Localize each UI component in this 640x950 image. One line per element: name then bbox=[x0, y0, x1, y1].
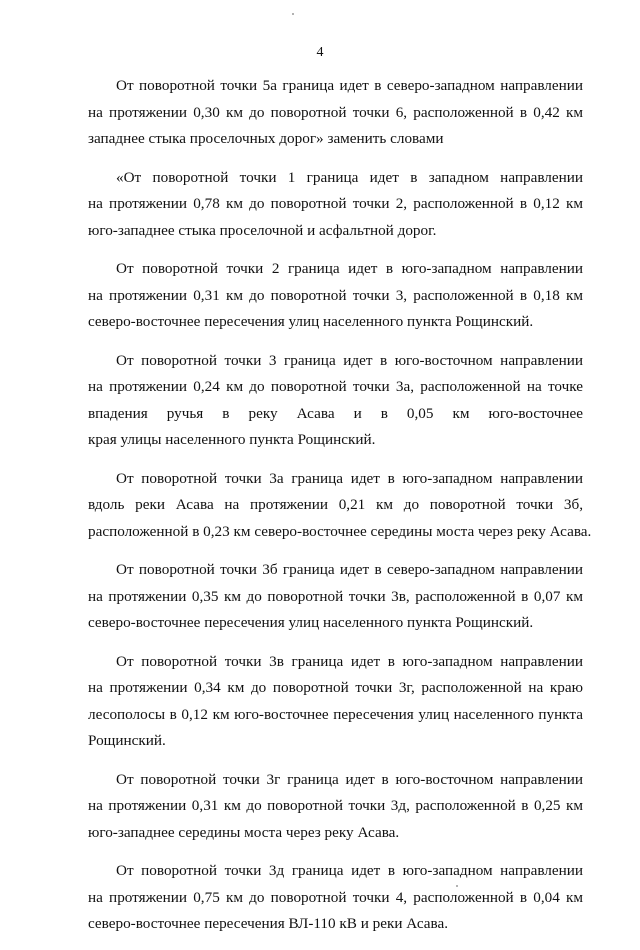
paragraph bbox=[88, 466, 592, 546]
text-line: на протяжении 0,34 км до поворотной точки 3г, расположенной на краю bbox=[88, 679, 583, 696]
page-number: 4 bbox=[316, 45, 324, 60]
paragraph bbox=[88, 348, 583, 454]
scan-speck-top bbox=[292, 13, 294, 15]
paragraph bbox=[88, 256, 583, 336]
text-line: на протяжении 0,35 км до поворотной точки 3в, расположенной в 0,07 км bbox=[88, 587, 583, 605]
paragraph bbox=[88, 858, 583, 938]
text-line: северо-восточнее пересечения ВЛ-110 кВ и реки Асава. bbox=[88, 915, 449, 932]
text-line: От поворотной точки 3а граница идет в юго-западном направлении bbox=[116, 469, 583, 487]
text-line: на протяжении 0,30 км до поворотной точки 6, расположенной в 0,42 км bbox=[88, 103, 583, 121]
paragraph bbox=[88, 165, 583, 245]
text-line: От поворотной точки 2 граница идет в юго-западном направлении bbox=[116, 260, 583, 277]
paragraph bbox=[88, 73, 583, 153]
paragraph bbox=[88, 649, 583, 755]
text-line: От поворотной точки 5а граница идет в северо-западном направлении bbox=[116, 77, 583, 94]
text-line: впадения ручья в реку Асава и в 0,05 км юго-восточнее bbox=[88, 404, 583, 422]
text-line: «От поворотной точки 1 граница идет в западном направлении bbox=[116, 168, 583, 186]
text-line: Рощинский. bbox=[88, 732, 166, 749]
text-line: расположенной в 0,23 км северо-восточнее середины моста через реку Асава. bbox=[88, 522, 592, 540]
text-line: От поворотной точки 3г граница идет в юго-восточном направлении bbox=[116, 770, 583, 788]
text-line: От поворотной точки 3в граница идет в юго-западном направлении bbox=[116, 652, 583, 670]
document-body bbox=[88, 73, 592, 950]
text-line: юго-западнее середины моста через реку Асава. bbox=[88, 823, 400, 841]
paragraph bbox=[88, 557, 583, 637]
text-line: на протяжении 0,31 км до поворотной точки 3д, расположенной в 0,25 км bbox=[88, 797, 583, 814]
text-line: на протяжении 0,75 км до поворотной точки 4, расположенной в 0,04 км bbox=[88, 888, 583, 906]
text-line: От поворотной точки 3 граница идет в юго-восточном направлении bbox=[116, 351, 583, 369]
text-line: северо-восточнее пересечения улиц населенного пункта Рощинский. bbox=[88, 313, 534, 330]
text-line: на протяжении 0,31 км до поворотной точки 3, расположенной в 0,18 км bbox=[88, 286, 583, 304]
text-line: лесополосы в 0,12 км юго-восточнее пересечения улиц населенного пункта bbox=[88, 705, 583, 723]
text-line: на протяжении 0,24 км до поворотной точки 3а, расположенной на точке bbox=[88, 378, 583, 395]
text-line: северо-восточнее пересечения улиц населенного пункта Рощинский. bbox=[88, 614, 534, 631]
text-line: юго-западнее стыка проселочной и асфальтной дорог. bbox=[88, 221, 437, 239]
text-line: на протяжении 0,78 км до поворотной точки 2, расположенной в 0,12 км bbox=[88, 195, 583, 212]
text-line: От поворотной точки 3б граница идет в северо-западном направлении bbox=[116, 561, 583, 578]
text-line: От поворотной точки 3д граница идет в юго-западном направлении bbox=[116, 862, 583, 879]
text-line: западнее стыка проселочных дорог» заменить словами bbox=[88, 130, 444, 147]
text-line: края улицы населенного пункта Рощинский. bbox=[88, 431, 376, 448]
paragraph bbox=[88, 767, 583, 847]
text-line: вдоль реки Асава на протяжении 0,21 км до поворотной точки 3б, bbox=[88, 496, 583, 513]
